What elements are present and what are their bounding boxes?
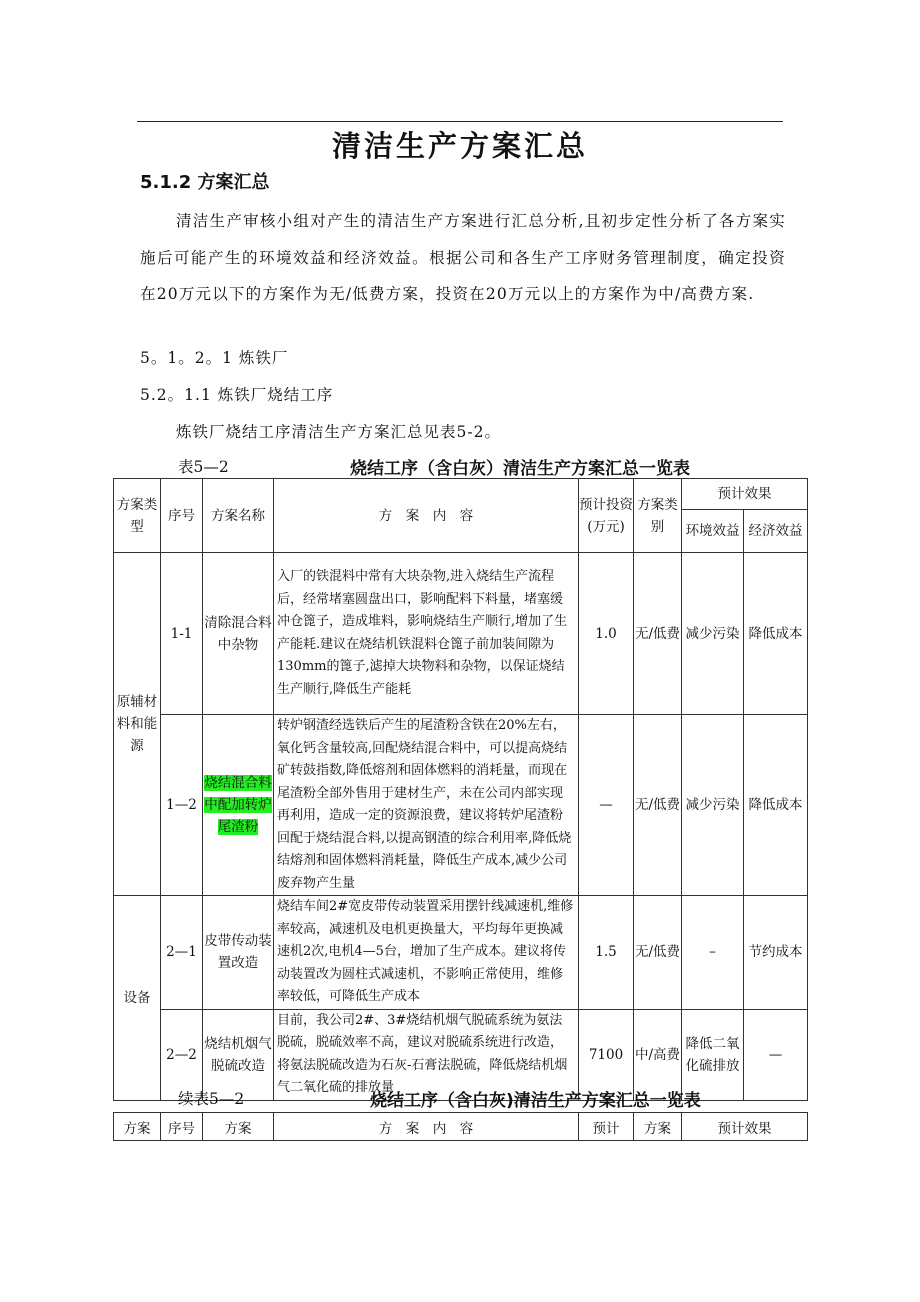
highlighted-name: 烧结混合料中配加转炉尾渣粉 (204, 775, 272, 835)
row-category: 中/高费 (634, 1009, 682, 1100)
table-row (114, 553, 808, 715)
row-seq: 2—2 (161, 1009, 203, 1100)
row-env: 减少污染 (682, 553, 744, 715)
cont-header-category: 方案 (634, 1113, 682, 1141)
row-econ: 降低成本 (744, 553, 808, 715)
cont-header-content: 方 案 内 容 (274, 1113, 579, 1141)
row-name: 皮带传动装置改造 (203, 896, 274, 1010)
continued-table-title: 烧结工序（含白灰)清洁生产方案汇总一览表 (370, 1091, 701, 1111)
cont-header-investment: 预计 (579, 1113, 634, 1141)
row-econ: — (744, 1009, 808, 1100)
row-econ: 降低成本 (744, 715, 808, 896)
cont-header-type: 方案 (114, 1113, 161, 1141)
row-category: 无/低费 (634, 553, 682, 715)
subsection-heading-2: 5.2。1.1 炼铁厂烧结工序 (140, 386, 334, 404)
row-investment: 7100 (579, 1009, 634, 1100)
continued-table-number: 续表5—2 (178, 1090, 245, 1108)
row-name: 清除混合料中杂物 (203, 553, 274, 715)
row-category: 无/低费 (634, 715, 682, 896)
row-content: 入厂的铁混料中常有大块杂物,进入烧结生产流程后，经常堵塞圆盘出口，影响配料下料量，堵塞缓冲仓篦子，造成堆料，影响烧结生产顺行,增加了生产能耗.建议在烧结机铁混料仓篦子前加装间隙为130mm的篦子,滤掉大块物料和杂物，以保证烧结生产顺行,降低生产能耗 (274, 553, 579, 715)
table-title: 烧结工序（含白灰）清洁生产方案汇总一览表 (350, 459, 690, 479)
header-seq: 序号 (161, 479, 203, 553)
row-env: 降低二氧化硫排放 (682, 1009, 744, 1100)
row-content: 烧结车间2#宽皮带传动装置采用摆针线减速机,维修率较高，减速机及电机更换量大，平均每年更换减速机2次,电机4—5台，增加了生产成本。建议将传动装置改为圆柱式减速机，不影响正常使用，维修率较低，可降低生产成本 (274, 896, 579, 1010)
header-effect: 预计效果 (682, 479, 808, 510)
row-econ: 节约成本 (744, 896, 808, 1010)
plan-summary-table (113, 478, 808, 1101)
header-investment: 预计投资(万元) (579, 479, 634, 553)
group-type-cell: 原辅材料和能源 (114, 553, 161, 896)
row-seq: 1—2 (161, 715, 203, 896)
group-type-cell: 设备 (114, 896, 161, 1101)
cont-header-effect: 预计效果 (682, 1113, 808, 1141)
summary-line: 炼铁厂烧结工序清洁生产方案汇总见表5-2。 (176, 423, 501, 441)
cont-header-name: 方案 (203, 1113, 274, 1141)
row-seq: 2—1 (161, 896, 203, 1010)
continued-table (113, 1112, 808, 1141)
header-type: 方案类型 (114, 479, 161, 553)
row-investment: — (579, 715, 634, 896)
row-env: – (682, 896, 744, 1010)
row-content: 目前，我公司2#、3#烧结机烟气脱硫系统为氨法脱硫，脱硫效率不高，建议对脱硫系统进行改造，将氨法脱硫改造为石灰-石膏法脱硫，降低烧结机烟气二氧化硫的排放量 (274, 1009, 579, 1100)
section-heading: 5.1.2 方案汇总 (140, 172, 270, 193)
row-investment: 1.5 (579, 896, 634, 1010)
table-row (114, 896, 808, 1010)
header-env: 环境效益 (682, 510, 744, 553)
page-title: 清洁生产方案汇总 (331, 129, 588, 163)
row-seq: 1-1 (161, 553, 203, 715)
row-category: 无/低费 (634, 896, 682, 1010)
row-investment: 1.0 (579, 553, 634, 715)
table-number: 表5—2 (178, 458, 229, 476)
row-env: 减少污染 (682, 715, 744, 896)
row-name-highlighted (203, 715, 274, 896)
row-content: 转炉钢渣经选铁后产生的尾渣粉含铁在20%左右，氧化钙含量较高,回配烧结混合料中，可以提高烧结矿转鼓指数,降低熔剂和固体燃料的消耗量，而现在尾渣粉全部外售用于建材生产，未在公司内部实现再利用，造成一定的资源浪费，建议将转炉尾渣粉回配于烧结混合料,以提高钢渣的综合利用率,降低烧结熔剂和固体燃料消耗量，降低生产成本,减少公司废弃物产生量 (274, 715, 579, 896)
cont-header-seq: 序号 (161, 1113, 203, 1141)
intro-paragraph: 清洁生产审核小组对产生的清洁生产方案进行汇总分析,且初步定性分析了各方案实施后可能产生的环境效益和经济效益。根据公司和各生产工序财务管理制度，确定投资在20万元以下的方案作为无/低费方案，投资在20万元以上的方案作为中/高费方案. (140, 212, 786, 303)
header-category: 方案类别 (634, 479, 682, 553)
header-content: 方 案 内 容 (274, 479, 579, 553)
header-econ: 经济效益 (744, 510, 808, 553)
top-rule (137, 121, 783, 122)
subsection-heading-1: 5。1。2。1 炼铁厂 (140, 349, 289, 367)
header-name: 方案名称 (203, 479, 274, 553)
row-name: 烧结机烟气脱硫改造 (203, 1009, 274, 1100)
table-row (114, 715, 808, 896)
